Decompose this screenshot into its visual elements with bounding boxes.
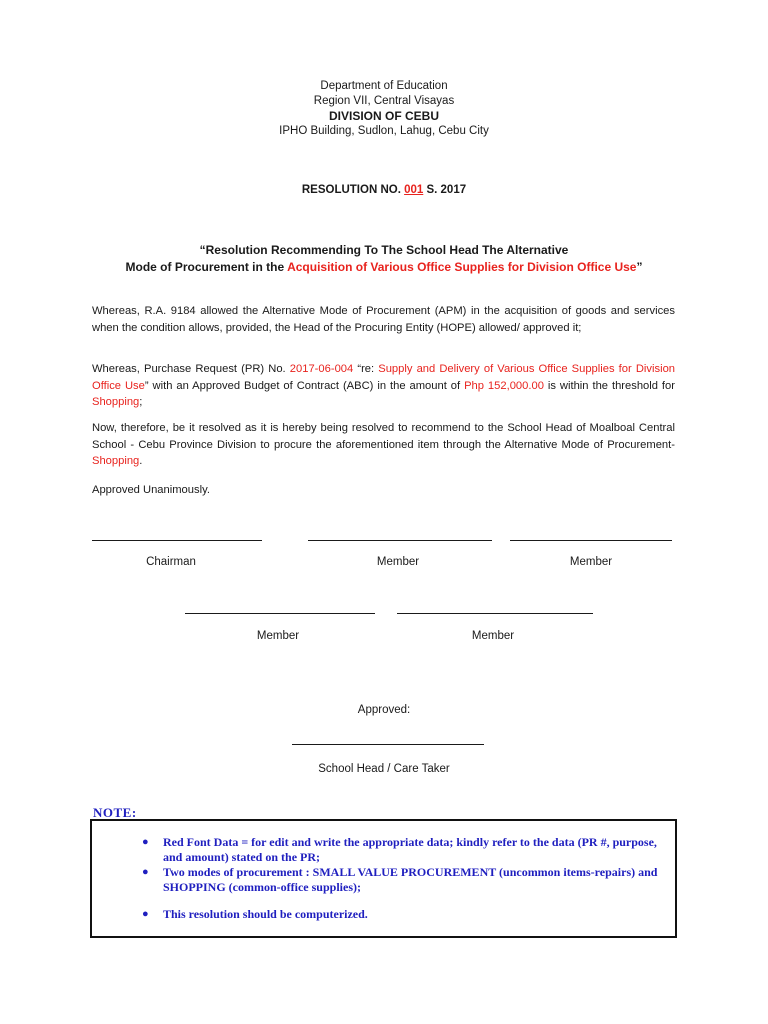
now-therefore-paragraph	[92, 420, 675, 470]
signature-line-member-2	[510, 540, 672, 541]
title-prefix: Mode of Procurement in the	[125, 260, 288, 274]
signatory-school-head: School Head / Care Taker	[318, 763, 450, 775]
resolution-title-line2	[0, 259, 768, 276]
signature-line-member-4	[397, 613, 593, 614]
p2-text-c: ” with an Approved Budget of Contract (ABC) in the amount of	[144, 379, 465, 392]
signatory-chairman: Chairman	[146, 556, 196, 568]
bullet-icon: ●	[142, 908, 149, 920]
procurement-mode-2: Shopping	[92, 455, 140, 467]
signature-line-member-1	[308, 540, 492, 541]
approved-label: Approved:	[357, 704, 411, 716]
note-item	[142, 907, 667, 922]
signatory-member-3: Member	[256, 630, 300, 642]
letterhead-region: Region VII, Central Visayas	[313, 95, 455, 107]
p3-text-a: Now, therefore, be it resolved as it is hereby being resolved to recommend to the School Head of Moalboal Central School - Cebu Province Division to procure the aforementioned item through the Alternative Mode of Procurement-	[92, 422, 675, 451]
signature-line-member-3	[185, 613, 375, 614]
note-item	[142, 835, 667, 865]
signature-line-school-head	[292, 744, 484, 745]
resolution-title-line1: “Resolution Recommending To The School Head The Alternative	[199, 243, 569, 257]
note-box	[90, 819, 677, 938]
p2-text-b: “re:	[353, 363, 379, 375]
abc-amount: Php 152,000.00	[464, 379, 544, 392]
resolution-number: 001	[404, 184, 424, 196]
note-item-text: Red Font Data = for edit and write the appropriate data; kindly refer to the data (PR #, purpose, and amount) stated on the PR;	[163, 835, 657, 864]
p2-text-d: is within the threshold for	[543, 379, 675, 392]
letterhead-department: Department of Education	[320, 80, 448, 92]
letterhead-address: IPHO Building, Sudlon, Lahug, Cebu City	[279, 125, 489, 137]
title-suffix: ”	[636, 260, 643, 274]
title-purpose: Acquisition of Various Office Supplies for Division Office Use	[287, 260, 637, 274]
bullet-icon: ●	[142, 836, 149, 848]
whereas-paragraph-2	[92, 361, 675, 411]
note-item	[142, 865, 667, 895]
note-list	[142, 835, 667, 922]
approved-unanimously: Approved Unanimously.	[92, 484, 210, 496]
signature-line-chairman	[92, 540, 262, 541]
pr-purpose: Supply and Delivery of Various Office Supplies for Division Office Use	[92, 363, 676, 392]
p2-text-a: Whereas, Purchase Request (PR) No.	[92, 363, 290, 375]
note-item-text: Two modes of procurement : SMALL VALUE PROCUREMENT (uncommon items-repairs) and SHOPPING (common-office supplies);	[163, 865, 658, 894]
p3-text-b: .	[139, 455, 143, 467]
note-spacer	[142, 895, 667, 907]
pr-number: 2017-06-004	[289, 363, 354, 375]
signatory-member-1: Member	[376, 556, 420, 568]
procurement-mode: Shopping	[92, 396, 140, 408]
note-item-text: This resolution should be computerized.	[163, 907, 368, 921]
p2-text-e: ;	[139, 396, 143, 408]
signatory-member-2: Member	[569, 556, 613, 568]
whereas-paragraph-1: Whereas, R.A. 9184 allowed the Alternative Mode of Procurement (APM) in the acquisition of goods and services when the condition allows, provided, the Head of the Procuring Entity (HOPE) allowed/ approved it;	[92, 305, 675, 334]
letterhead-division: DIVISION OF CEBU	[328, 109, 439, 123]
resolution-prefix: RESOLUTION NO.	[301, 184, 405, 196]
note-title: NOTE:	[93, 805, 137, 820]
bullet-icon: ●	[142, 866, 149, 878]
resolution-number-line	[0, 184, 768, 196]
resolution-suffix: S. 2017	[423, 184, 467, 196]
signatory-member-4: Member	[471, 630, 515, 642]
